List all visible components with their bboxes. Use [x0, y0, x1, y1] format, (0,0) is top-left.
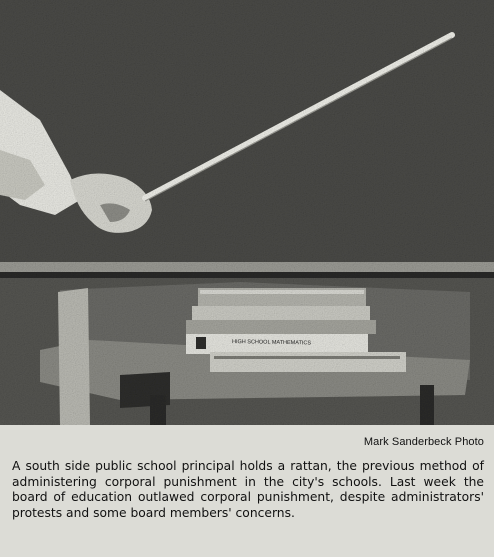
photo-credit: Mark Sanderbeck Photo	[363, 436, 484, 448]
book-spine-label: HIGH SCHOOL MATHEMATICS	[231, 339, 312, 347]
photo-caption: A south side public school principal holds a rattan, the previous method of administering corporal punishment in the city's schools. Last week the board of education outlawed corporal punishment, despite administrators' protests and some board members' concerns.	[12, 459, 484, 520]
